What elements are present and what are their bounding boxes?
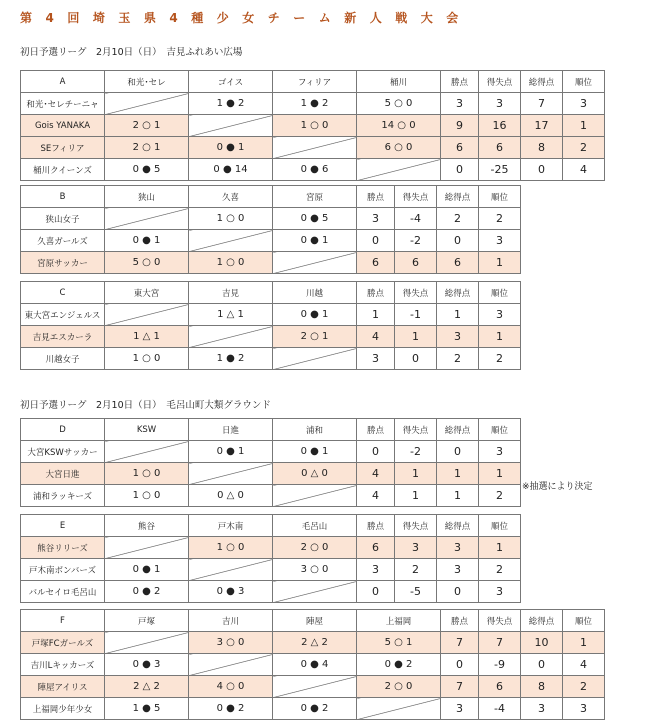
stat-cell: 2 [437,208,479,230]
match-result-cell: 0 ● 3 [189,581,273,603]
match-result-cell: 6 ○ 0 [357,137,441,159]
stat-cell: 3 [437,326,479,348]
stat-cell: 0 [441,654,479,676]
lottery-note: ※抽選により決定 [522,482,593,492]
opponent-column-header: 狭山 [105,186,189,208]
team-name: バルセイロ毛呂山 [21,581,105,603]
table-row [21,230,521,252]
stat-cell: 3 [479,581,521,603]
table-row [21,654,605,676]
diagonal-cell [189,230,273,252]
team-name: 狭山女子 [21,208,105,230]
team-name: 陣屋アイリス [21,676,105,698]
stat-cell: 6 [357,252,395,274]
opponent-column-header: 和光･セレ [105,71,189,93]
match-result-cell: 1 △ 1 [105,326,189,348]
section-heading-1: 初日予選リーグ 2月10日（日） 吉見ふれあい広場 [20,47,243,58]
team-name: 大宮KSWサッカー [21,441,105,463]
stat-cell: 3 [357,348,395,370]
team-name: 桶川クイーンズ [21,159,105,181]
table-row [21,632,605,654]
stat-cell: 1 [395,485,437,507]
diagonal-cell [105,537,189,559]
section-heading-2: 初日予選リーグ 2月10日（日） 毛呂山町大類グラウンド [20,400,271,411]
stat-cell: 1 [479,537,521,559]
team-name: 和光･セレチーニャ [21,93,105,115]
stat-column-header: 順位 [563,610,605,632]
opponent-column-header: 吉見 [189,282,273,304]
match-result-cell: 5 ○ 0 [357,93,441,115]
diagonal-cell [189,115,273,137]
stat-cell: 9 [441,115,479,137]
stat-column-header: 順位 [479,186,521,208]
stat-cell: 0 [395,348,437,370]
group-label: A [21,71,105,93]
match-result-cell: 0 ● 5 [105,159,189,181]
match-result-cell: 0 ● 2 [105,581,189,603]
opponent-column-header: 熊谷 [105,515,189,537]
match-result-cell: 1 ○ 0 [105,348,189,370]
stat-cell: 10 [521,632,563,654]
stat-cell: 3 [479,304,521,326]
match-result-cell: 1 ○ 0 [105,485,189,507]
stat-column-header: 順位 [479,282,521,304]
opponent-column-header: KSW [105,419,189,441]
stat-cell: 7 [441,676,479,698]
opponent-column-header: 東大宮 [105,282,189,304]
stat-cell: -1 [395,304,437,326]
team-name: 宮原サッカー [21,252,105,274]
stat-cell: 3 [437,559,479,581]
group-label: D [21,419,105,441]
group-b-table [20,185,521,274]
match-result-cell: 2 ○ 0 [357,676,441,698]
match-result-cell: 0 ● 6 [273,159,357,181]
stat-cell: 1 [437,463,479,485]
stat-cell: 0 [437,230,479,252]
match-result-cell: 2 ○ 0 [273,537,357,559]
match-result-cell: 0 ● 4 [273,654,357,676]
table-row [21,93,605,115]
stat-cell: 1 [563,115,605,137]
stat-column-header: 勝点 [357,282,395,304]
stat-column-header: 順位 [479,515,521,537]
match-result-cell: 14 ○ 0 [357,115,441,137]
match-result-cell: 0 ● 2 [357,654,441,676]
table-row [21,559,521,581]
match-result-cell: 2 ○ 1 [273,326,357,348]
diagonal-cell [189,654,273,676]
stat-cell: 0 [357,581,395,603]
match-result-cell: 0 △ 0 [273,463,357,485]
stat-cell: 3 [563,93,605,115]
team-name: 浦和ラッキーズ [21,485,105,507]
stat-cell: 3 [441,698,479,720]
table-row [21,676,605,698]
table-row [21,348,521,370]
match-result-cell: 1 ○ 0 [189,208,273,230]
stat-cell: -4 [479,698,521,720]
match-result-cell: 0 ● 1 [105,559,189,581]
stat-cell: 0 [521,159,563,181]
stat-cell: 2 [563,676,605,698]
group-label: B [21,186,105,208]
stat-cell: 8 [521,137,563,159]
stat-cell: 3 [521,698,563,720]
diagonal-cell [189,559,273,581]
opponent-column-header: 毛呂山 [273,515,357,537]
match-result-cell: 0 ● 1 [273,304,357,326]
stat-cell: 2 [437,348,479,370]
group-c-table [20,281,521,370]
match-result-cell: 2 ○ 1 [105,115,189,137]
stat-cell: 6 [479,676,521,698]
team-name: 久喜ガールズ [21,230,105,252]
diagonal-cell [357,698,441,720]
group-label: E [21,515,105,537]
stat-column-header: 総得点 [521,71,563,93]
stat-cell: 3 [357,559,395,581]
stat-column-header: 総得点 [437,282,479,304]
stat-cell: 6 [437,252,479,274]
table-row [21,698,605,720]
match-result-cell: 1 ○ 0 [189,537,273,559]
match-result-cell: 2 △ 2 [273,632,357,654]
stat-cell: 4 [357,326,395,348]
stat-cell: -25 [479,159,521,181]
diagonal-cell [273,137,357,159]
stat-cell: 0 [521,654,563,676]
opponent-column-header: 久喜 [189,186,273,208]
stat-cell: 6 [395,252,437,274]
table-header-row [21,515,521,537]
stat-cell: 3 [479,93,521,115]
stat-cell: 4 [357,463,395,485]
opponent-column-header: 川越 [273,282,357,304]
stat-cell: 17 [521,115,563,137]
stat-cell: 2 [479,485,521,507]
stat-cell: 1 [479,326,521,348]
opponent-column-header: 桶川 [357,71,441,93]
stat-cell: 1 [437,304,479,326]
stat-column-header: 勝点 [357,419,395,441]
match-result-cell: 1 ○ 0 [105,463,189,485]
table-header-row [21,610,605,632]
diagonal-cell [105,441,189,463]
table-header-row [21,71,605,93]
match-result-cell: 0 ● 2 [273,698,357,720]
group-label: F [21,610,105,632]
match-result-cell: 2 ○ 1 [105,137,189,159]
match-result-cell: 2 △ 2 [105,676,189,698]
diagonal-cell [189,463,273,485]
opponent-column-header: 宮原 [273,186,357,208]
match-result-cell: 0 ● 1 [105,230,189,252]
stat-cell: 4 [357,485,395,507]
stat-cell: 4 [563,159,605,181]
stat-cell: 2 [479,559,521,581]
table-header-row [21,282,521,304]
table-row [21,537,521,559]
stat-cell: -2 [395,441,437,463]
stat-cell: 1 [479,252,521,274]
stat-cell: 1 [563,632,605,654]
stat-column-header: 得失点 [479,610,521,632]
table-row [21,304,521,326]
team-name: 川越女子 [21,348,105,370]
stat-column-header: 勝点 [441,71,479,93]
diagonal-cell [105,632,189,654]
table-row [21,208,521,230]
stat-cell: 3 [479,441,521,463]
stat-column-header: 得失点 [395,515,437,537]
match-result-cell: 5 ○ 1 [357,632,441,654]
stat-cell: 1 [395,326,437,348]
opponent-column-header: フィリア [273,71,357,93]
stat-column-header: 得失点 [479,71,521,93]
match-result-cell: 0 ● 1 [273,230,357,252]
stat-cell: 7 [441,632,479,654]
match-result-cell: 0 ● 1 [189,441,273,463]
opponent-column-header: 浦和 [273,419,357,441]
opponent-column-header: ゴイス [189,71,273,93]
stat-cell: 0 [437,441,479,463]
diagonal-cell [273,581,357,603]
group-label: C [21,282,105,304]
stat-cell: 16 [479,115,521,137]
stat-cell: 0 [357,230,395,252]
stat-column-header: 総得点 [437,419,479,441]
stat-cell: 3 [357,208,395,230]
diagonal-cell [105,304,189,326]
stat-cell: 3 [441,93,479,115]
stat-cell: 2 [563,137,605,159]
team-name: 大宮日進 [21,463,105,485]
team-name: 戸塚FCガールズ [21,632,105,654]
stat-column-header: 得失点 [395,186,437,208]
match-result-cell: 0 ● 5 [273,208,357,230]
diagonal-cell [273,485,357,507]
stat-cell: 1 [357,304,395,326]
stat-column-header: 得失点 [395,282,437,304]
stat-cell: 8 [521,676,563,698]
stat-column-header: 順位 [479,419,521,441]
stat-cell: 6 [441,137,479,159]
opponent-column-header: 吉川 [189,610,273,632]
stat-cell: 1 [437,485,479,507]
match-result-cell: 4 ○ 0 [189,676,273,698]
group-d-table [20,418,521,507]
team-name: 吉川Lキッカーズ [21,654,105,676]
match-result-cell: 0 ● 2 [189,698,273,720]
opponent-column-header: 日進 [189,419,273,441]
diagonal-cell [189,326,273,348]
table-row [21,326,521,348]
stat-cell: 1 [395,463,437,485]
stat-cell: 0 [437,581,479,603]
page-title: 第4回埼玉県4種少女チーム新人戦大会 [20,11,472,25]
group-f-table [20,609,605,720]
stat-column-header: 順位 [563,71,605,93]
table-row [21,441,521,463]
stat-cell: -9 [479,654,521,676]
stat-column-header: 勝点 [357,186,395,208]
stat-cell: 0 [357,441,395,463]
stat-cell: 4 [563,654,605,676]
team-name: 戸木南ボンバーズ [21,559,105,581]
stat-cell: 3 [479,230,521,252]
group-e-table [20,514,521,603]
stat-cell: 2 [479,208,521,230]
team-name: SEフィリア [21,137,105,159]
match-result-cell: 1 △ 1 [189,304,273,326]
opponent-column-header: 上福岡 [357,610,441,632]
stat-cell: 0 [441,159,479,181]
match-result-cell: 3 ○ 0 [189,632,273,654]
stat-column-header: 勝点 [357,515,395,537]
match-result-cell: 0 ● 3 [105,654,189,676]
diagonal-cell [357,159,441,181]
diagonal-cell [273,676,357,698]
match-result-cell: 5 ○ 0 [105,252,189,274]
stat-cell: 7 [479,632,521,654]
match-result-cell: 1 ● 2 [189,93,273,115]
match-result-cell: 1 ● 5 [105,698,189,720]
stat-cell: 3 [395,537,437,559]
stat-column-header: 勝点 [441,610,479,632]
stat-cell: 3 [563,698,605,720]
match-result-cell: 0 ● 1 [273,441,357,463]
table-row [21,159,605,181]
match-result-cell: 1 ● 2 [189,348,273,370]
diagonal-cell [105,208,189,230]
opponent-column-header: 陣屋 [273,610,357,632]
stat-cell: 6 [479,137,521,159]
team-name: 吉見エスカーラ [21,326,105,348]
table-row [21,485,521,507]
stat-cell: 2 [479,348,521,370]
stat-cell: 2 [395,559,437,581]
match-result-cell: 1 ○ 0 [189,252,273,274]
team-name: 東大宮エンジェルス [21,304,105,326]
diagonal-cell [273,252,357,274]
table-row [21,463,521,485]
match-result-cell: 0 △ 0 [189,485,273,507]
diagonal-cell [105,93,189,115]
match-result-cell: 0 ● 1 [189,137,273,159]
table-header-row [21,186,521,208]
match-result-cell: 3 ○ 0 [273,559,357,581]
group-a-table [20,70,605,181]
opponent-column-header: 戸木南 [189,515,273,537]
stat-column-header: 総得点 [437,186,479,208]
table-row [21,252,521,274]
diagonal-cell [273,348,357,370]
match-result-cell: 0 ● 14 [189,159,273,181]
opponent-column-header: 戸塚 [105,610,189,632]
match-result-cell: 1 ● 2 [273,93,357,115]
stat-column-header: 得失点 [395,419,437,441]
table-row [21,115,605,137]
team-name: Gois YANAKA [21,115,105,137]
team-name: 上福岡少年少女 [21,698,105,720]
stat-cell: 7 [521,93,563,115]
match-result-cell: 1 ○ 0 [273,115,357,137]
stat-cell: 3 [437,537,479,559]
stat-column-header: 総得点 [437,515,479,537]
table-header-row [21,419,521,441]
team-name: 熊谷リリーズ [21,537,105,559]
stat-cell: 1 [479,463,521,485]
stat-column-header: 総得点 [521,610,563,632]
stat-cell: 6 [357,537,395,559]
table-row [21,137,605,159]
stat-cell: -4 [395,208,437,230]
table-row [21,581,521,603]
stat-cell: -2 [395,230,437,252]
stat-cell: -5 [395,581,437,603]
